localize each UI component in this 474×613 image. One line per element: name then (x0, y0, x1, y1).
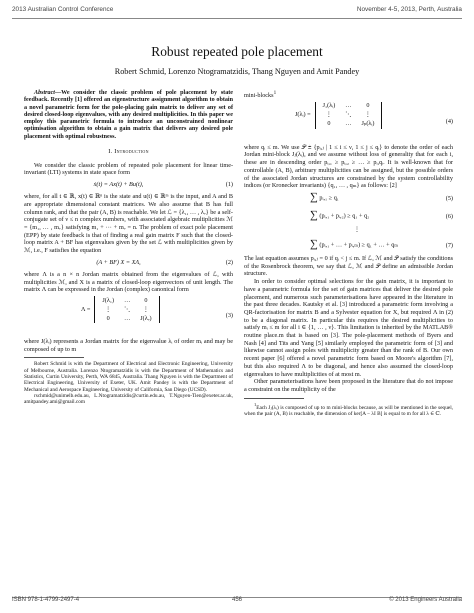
equation-5-number: (5) (445, 194, 453, 202)
matrix-cell: ⋮ (142, 305, 150, 313)
equation-6-number: (6) (445, 212, 453, 220)
mini-blocks-lead: mini-blocks$^1$ (244, 90, 277, 100)
equation-3-number: (3) (225, 311, 233, 319)
page-footer (12, 597, 462, 607)
jordan-paragraph: where qᵢ ≤ m. We use 𝒫 ≜ {pᵢ,ⱼ | 1 ≤ i ≤ ν, 1 ≤ j ≤ qᵢ} to denote the order of each Jordan mini-block Jⱼ(λᵢ), and we assume without loss of generality that for each i, these are in descending order pᵢ,₁ ≥ pᵢ,₂ ≥ … ≥ pᵢ,qᵢ. It is well-known that for controllable (A, B), arbitrary multiplicities can be assigned, but the possible orders of the associated Jordan structures are constrained by the system controllability indices (or Kronecker invariants) {q₁, … , qₘ} as follows: [2] (244, 143, 453, 190)
equation-1 (24, 177, 233, 193)
author-emails: rschmid@unimelb.edu.au, L.Ntogramatzidis@curtin.edu.au, T.Nguyen-Tien@exeter.ac.uk, amitpandey.ami@gmail.com (24, 392, 233, 406)
other-parameterisations-paragraph: Other parameterisations have been proposed in the literature that do not impose a constraint on the multiplicity of the (244, 378, 453, 393)
equation-6 (244, 208, 453, 226)
equation-2-number: (2) (225, 258, 233, 266)
intro-paragraph-3: where Λ is a n × n Jordan matrix obtained from the eigenvalues of ℒ, with multiplicities ℳ, and X is a matrix of closed-loop eigenvectors of unit length. The matrix Λ can be expressed in the Jordan (complex) canonical form (24, 270, 233, 294)
abstract-text: —We consider the classic problem of pole placement by state feedback. Recently [1] offered an eigenstructure assignment algorithm to obtain a novel parametric form for the pole-placing gain matrix to deliver any set of desired closed-loop eigenvalues, with any desired multiplicities. In this paper we employ this parametric formula to introduce an unconstrained nonlinear optimisation algorithm to obtain a gain matrix that delivers any desired pole placement with optimal robustness. (24, 90, 233, 140)
matrix-cell: ⋮ (325, 111, 333, 119)
page-header (12, 6, 462, 18)
equation-4-lhs: J(λᵢ) = (295, 111, 311, 119)
parametric-paragraph: In order to consider optimal selections for the gain matrix, it is important to have a parametric formula for the set of gain matrices that deliver the desired pole placement, and numerous such parameterisations have appeared in the literature in the past three decades. Kautsky et al. [3] introduced a parametric form involving a QR-factorisation for matrix B and a Sylvester equation for X, but required Λ in (2) to be a diagonal matrix. In particular this requires the desired multiplicities to satisfy mᵢ ≤ m for all i ∈ {1, … , ν}. This limitation is inherited by the MATLAB® routine place.m that is based on [3]. The pole-placement methods of Byers and Nash [4] and Tits and Yang [5] similarly employed the parametric form of [3] and likewise cannot assign poles with multiplicity greater than the rank of B. Our own recent paper [6] offered a novel parametric form based on Moore's algorithm [7], but this also required Λ to be diagonal, and hence also assumed the closed-loop eigenvalues to have multiplicities of at most m. (244, 278, 453, 378)
equation-7 (244, 237, 453, 255)
equation-4 (244, 100, 453, 144)
matrix-cell: J(λ₁) (102, 296, 115, 304)
equation-3-lhs: Λ = (81, 305, 91, 313)
equation-5 (244, 190, 453, 208)
page-number: 456 (231, 597, 242, 603)
conference-name: 2013 Australian Control Conference (12, 6, 114, 13)
left-column (24, 90, 233, 405)
abstract-lead: Abstract (34, 90, 55, 96)
summation-icon: ∑ (310, 190, 318, 203)
equation-4-number: (4) (445, 117, 453, 125)
matrix-cell: … (124, 296, 131, 304)
equation-5-body: pᵢ,₁ ≥ q₁ (319, 194, 339, 202)
equation-vdots (244, 226, 453, 237)
equation-2-body: (A + BF) X = XΛ, (96, 258, 141, 266)
right-column (244, 90, 453, 417)
equation-7-number: (7) (445, 241, 453, 249)
section-heading: I. Introduction (108, 148, 149, 156)
equation-2 (24, 255, 233, 271)
footnote-rule (244, 398, 304, 399)
equation-1-body: ẋ(t) = Ax(t) + Bu(t), (93, 181, 144, 189)
matrix-cell: ⋱ (345, 111, 352, 119)
matrix-cell: J(λᵥ) (140, 314, 152, 322)
matrix-cell: ⋱ (124, 305, 131, 313)
matrix-cell: ⋮ (364, 111, 372, 119)
abstract (24, 90, 233, 141)
equation-6-body: (pᵢ,₁ + pᵢ,₂) ≥ q₁ + q₂ (319, 212, 370, 220)
footnote-1: $^1$Each Jⱼ(λᵢ) is composed of up to m mini-blocks because, as will be mentioned in the sequel, when the pair (A, B) is reachable, the dimension of ker[A − λI B] is equal to m for all λ ∈ ℂ. (244, 401, 453, 417)
author-affiliations: Robert Schmid is with the Department of Electrical and Electronic Engineering, University of Melbourne, Australia. Lorenzo Ntogramatzidis is with the Department of Mathematics and Statistics, Curtin University, Perth, WA 6845, Australia. Thang Nguyen is with the Department of Electrical Engineering, University of Exeter, UK. Amit Pandey is with the Department of Mechanical and Aerospace Engineering, University of California, San Diego (UCSD). (24, 361, 233, 393)
matrix-cell: 0 (144, 296, 148, 304)
footnote-rule (24, 357, 84, 358)
intro-paragraph-1: We consider the classic problem of repeated pole placement for linear time-invariant (LTI) systems in state space form (24, 161, 233, 177)
summation-icon: ∑ (310, 237, 318, 250)
intro-paragraph-2: where, for all t ∈ ℝ, x(t) ∈ ℝⁿ is the state and u(t) ∈ ℝᵐ is the input, and A and B are appropriate dimensional constant matrices. We also assume that B has full column rank, and that the pair (A, B) is reachable. We let ℒ = {λ₁, … , λᵥ} be a self-conjugate set of ν ≤ n complex numbers, with associated algebraic multiplicities ℳ = {m₁, … , mᵥ} satisfying m₁ + ··· + mᵥ = n. The problem of exact pole placement (EPP) by state feedback is that of finding a real gain matrix F such that the closed-loop matrix A + BF has eigenvalues given by the set ℒ with multiplicities given by ℳ, i.e., F satisfies the equation (24, 193, 233, 255)
summation-icon: ∑ (310, 208, 318, 221)
matrix-cell: Jₚ(λᵢ) (361, 120, 375, 128)
equation-7-body: (pᵢ,₁ + … + pᵢ,ₘ) ≥ q₁ + … + qₘ (319, 241, 399, 249)
matrix-cell: 0 (366, 102, 370, 110)
matrix-cell: … (345, 102, 352, 110)
matrix-cell: 0 (327, 120, 331, 128)
copyright: © 2013 Engineers Australia (389, 597, 462, 603)
matrix-cell: 0 (106, 314, 110, 322)
footnote-marker: 1 (273, 90, 277, 96)
matrix-cell: J₁(λᵢ) (322, 102, 336, 110)
matrix-cell: … (345, 120, 352, 128)
header-rule (12, 18, 462, 19)
equation-1-number: (1) (225, 181, 233, 189)
matrix-cell: ⋮ (105, 305, 112, 313)
paper-title: Robust repeated pole placement (151, 44, 323, 59)
author-list: Robert Schmid, Lorenzo Ntogramatzidis, Thang Nguyen and Amit Pandey (114, 67, 360, 76)
vertical-dots: ⋮ (354, 225, 361, 233)
intro-paragraph-4: where J(λᵢ) represents a Jordan matrix for the eigenvalue λᵢ of order mᵢ and may be composed of up to m (24, 337, 233, 353)
matrix-cell: … (124, 314, 131, 322)
footnote-1-marker: 1 (254, 401, 257, 407)
equation-3 (24, 294, 233, 338)
isbn: ISBN 978-1-4799-2497-4 (12, 597, 80, 603)
conference-date: November 4-5, 2013, Perth, Australia (356, 6, 462, 13)
rosenbrock-paragraph: The last equation assumes pᵢ,ⱼ = 0 if qᵢ < j ≤ m. If ℒ, ℳ and 𝒫 satisfy the conditions of the Rosenbrock theorem, we say that ℒ, ℳ and 𝒫 define an admissible Jordan structure. (244, 254, 453, 278)
